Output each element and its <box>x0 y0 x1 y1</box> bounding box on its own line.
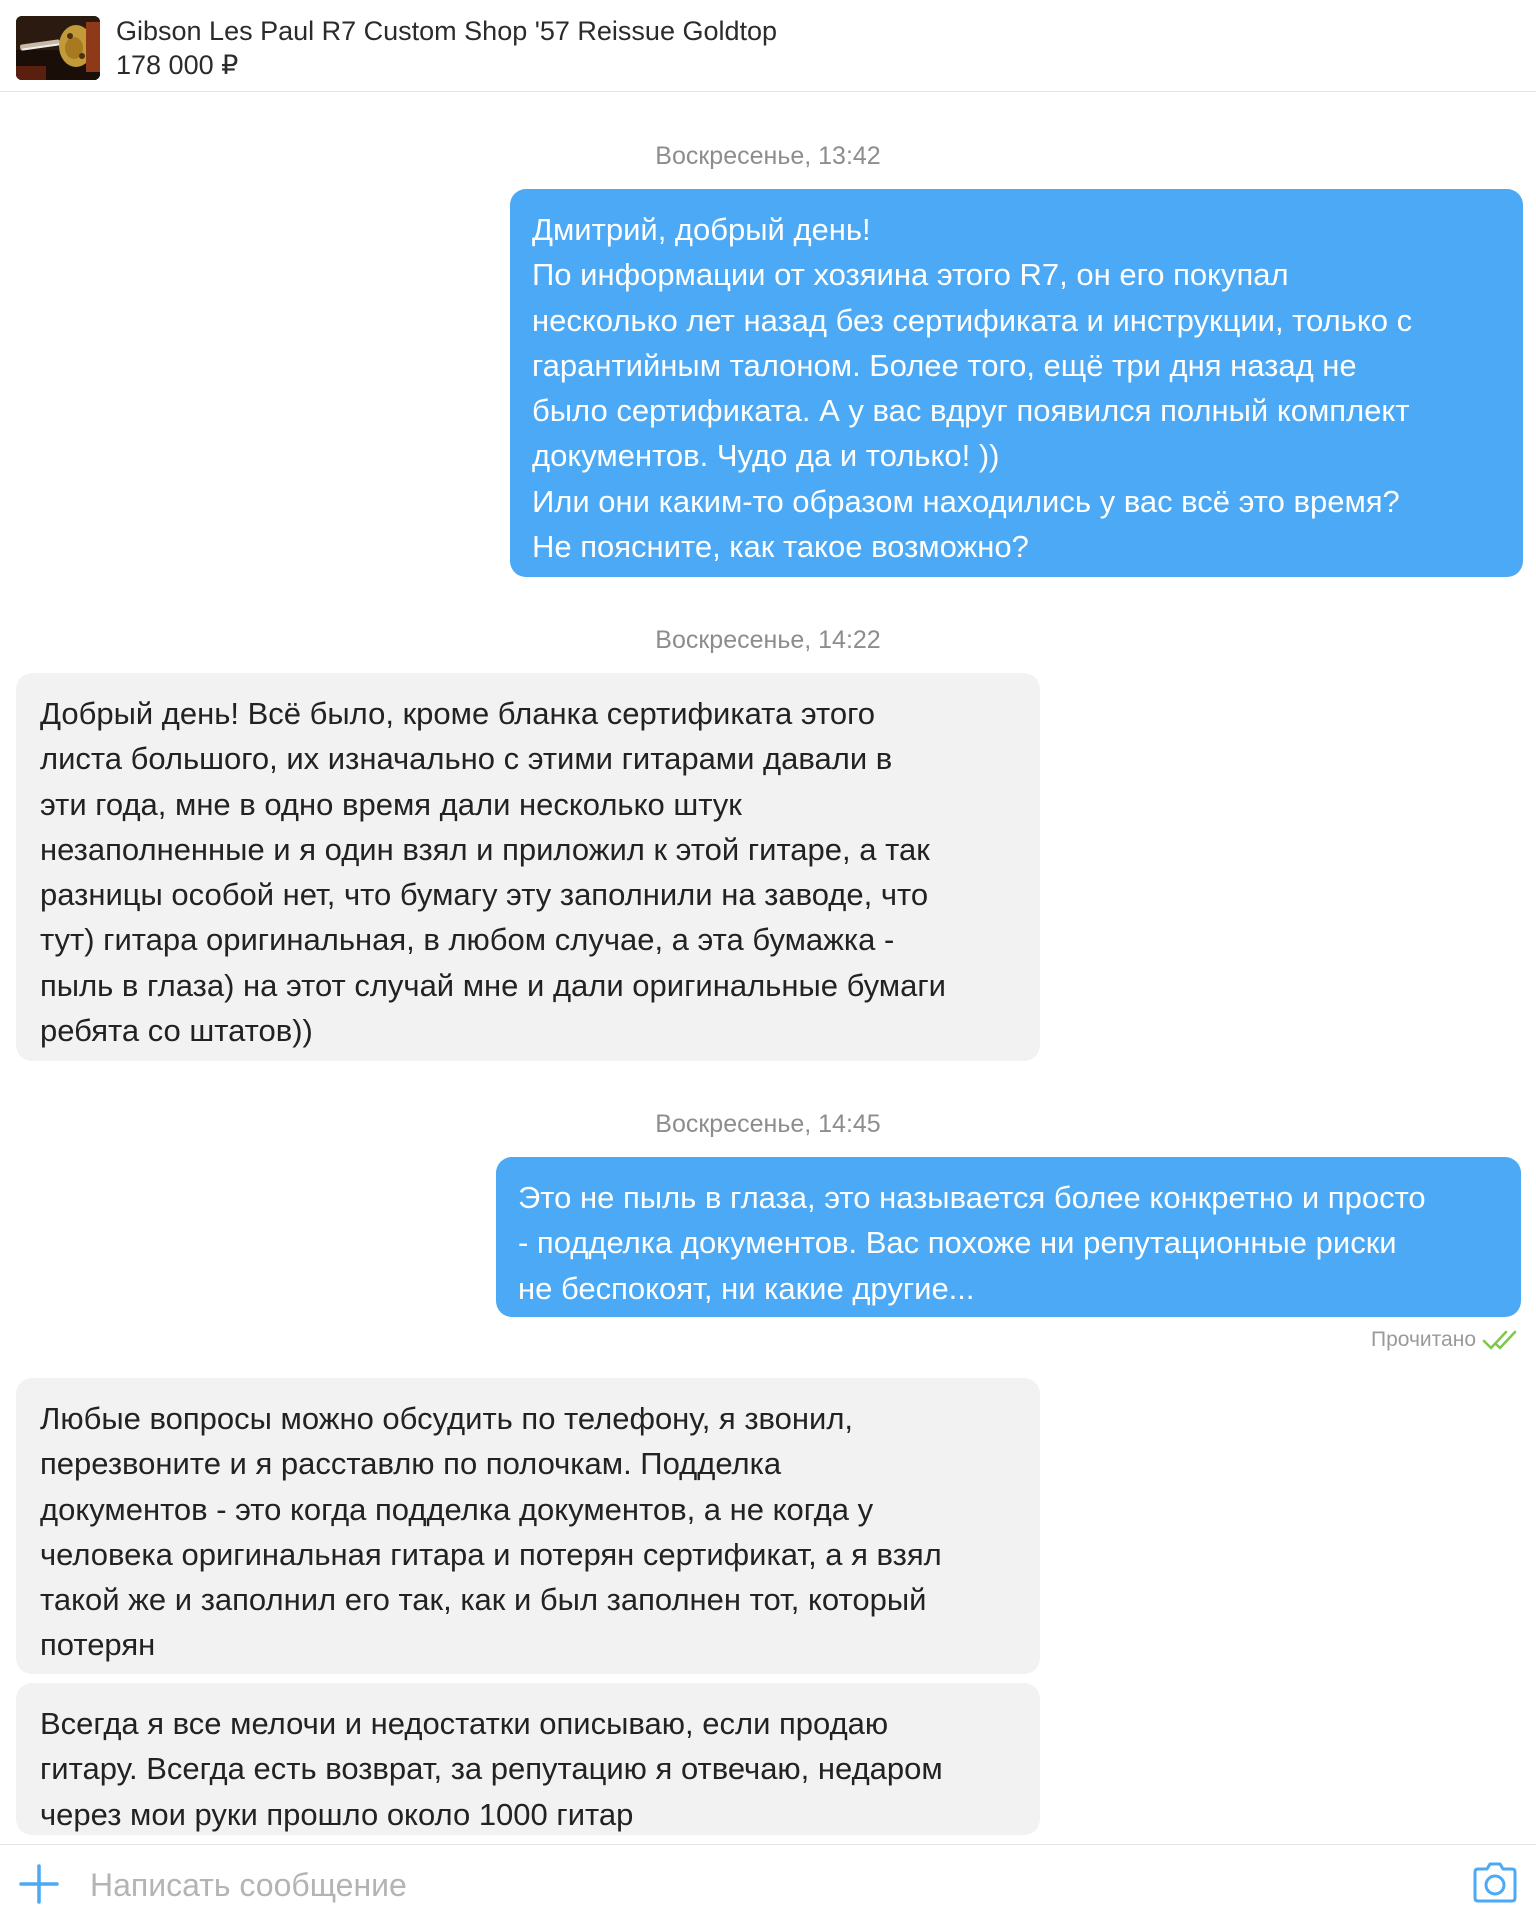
message-line: гитару. Всегда есть возврат, за репутацию я отвечаю, недаром <box>40 1751 943 1787</box>
message-line: перезвоните и я расставлю по полочкам. Подделка <box>40 1446 782 1482</box>
incoming-message[interactable] <box>16 673 1040 1061</box>
message-line: пыль в глаза) на этот случай мне и дали оригинальные бумаги <box>40 967 946 1003</box>
message-line: документов - это когда подделка документов, а не когда у <box>40 1491 874 1527</box>
message-line: ребята со штатов)) <box>40 1013 313 1049</box>
incoming-message[interactable] <box>16 1378 1040 1674</box>
message-line: было сертификата. А у вас вдруг появился полный комплект <box>532 393 1410 429</box>
read-status-label: Прочитано <box>1371 1328 1476 1351</box>
read-status <box>1371 1328 1520 1352</box>
camera-icon <box>1472 1860 1518 1906</box>
date-separator: Воскресенье, 13:42 <box>655 142 881 170</box>
message-input[interactable] <box>88 1855 1442 1915</box>
message-line: листа большого, их изначально с этими гитарами давали в <box>40 741 893 777</box>
message-line: человека оригинальная гитара и потерян сертификат, а я взял <box>40 1536 942 1572</box>
attach-button[interactable] <box>18 1863 60 1905</box>
listing-title[interactable]: Gibson Les Paul R7 Custom Shop '57 Reissue Goldtop <box>116 16 778 46</box>
message-line: не беспокоят, ни какие другие... <box>518 1270 975 1306</box>
outgoing-message[interactable] <box>496 1157 1521 1317</box>
camera-button[interactable] <box>1472 1860 1518 1906</box>
message-line: Это не пыль в глаза, это называется более конкретно и просто <box>518 1180 1426 1215</box>
incoming-message[interactable] <box>16 1683 1040 1835</box>
outgoing-message[interactable] <box>510 189 1523 577</box>
plus-icon <box>18 1863 60 1905</box>
date-separator: Воскресенье, 14:45 <box>655 1110 881 1138</box>
message-list[interactable] <box>0 92 1536 1844</box>
guitar-photo-icon <box>16 16 100 80</box>
date-separator: Воскресенье, 14:22 <box>655 626 881 654</box>
message-line: По информации от хозяина этого R7, он его покупал <box>532 257 1289 293</box>
message-line: документов. Чудо да и только! )) <box>532 438 1000 474</box>
message-line: Или они каким-то образом находились у вас всё это время? <box>532 483 1400 519</box>
message-line: Всегда я все мелочи и недостатки описываю, если продаю <box>40 1706 889 1741</box>
message-line: гарантийным талоном. Более того, ещё три дня назад не <box>532 347 1357 383</box>
message-composer <box>0 1844 1536 1925</box>
message-line: через мои руки прошло около 1000 гитар <box>40 1796 634 1832</box>
message-line: потерян <box>40 1627 156 1663</box>
chat-header <box>0 0 1536 92</box>
message-line: несколько лет назад без сертификата и инструкции, только с <box>532 302 1413 338</box>
listing-price: 178 000 ₽ <box>116 50 239 80</box>
message-line: эти года, мне в одно время дали несколько штук <box>40 786 742 822</box>
message-line: разницы особой нет, что бумагу эту заполнили на заводе, что <box>40 877 929 913</box>
message-line: такой же и заполнил его так, как и был заполнен тот, который <box>40 1582 927 1618</box>
message-line: Дмитрий, добрый день! <box>532 212 871 247</box>
message-line: незаполненные и я один взял и приложил к этой гитаре, а так <box>40 831 930 867</box>
message-line: - подделка документов. Вас похоже ни репутационные риски <box>518 1225 1397 1261</box>
message-line: Добрый день! Всё было, кроме бланка сертификата этого <box>40 696 875 731</box>
message-line: Не поясните, как такое возможно? <box>532 529 1029 565</box>
listing-thumbnail[interactable] <box>16 16 100 80</box>
message-line: Любые вопросы можно обсудить по телефону, я звонил, <box>40 1401 854 1436</box>
message-line: тут) гитара оригинальная, в любом случае, а эта бумажка - <box>40 922 895 958</box>
double-check-icon <box>1482 1329 1520 1351</box>
